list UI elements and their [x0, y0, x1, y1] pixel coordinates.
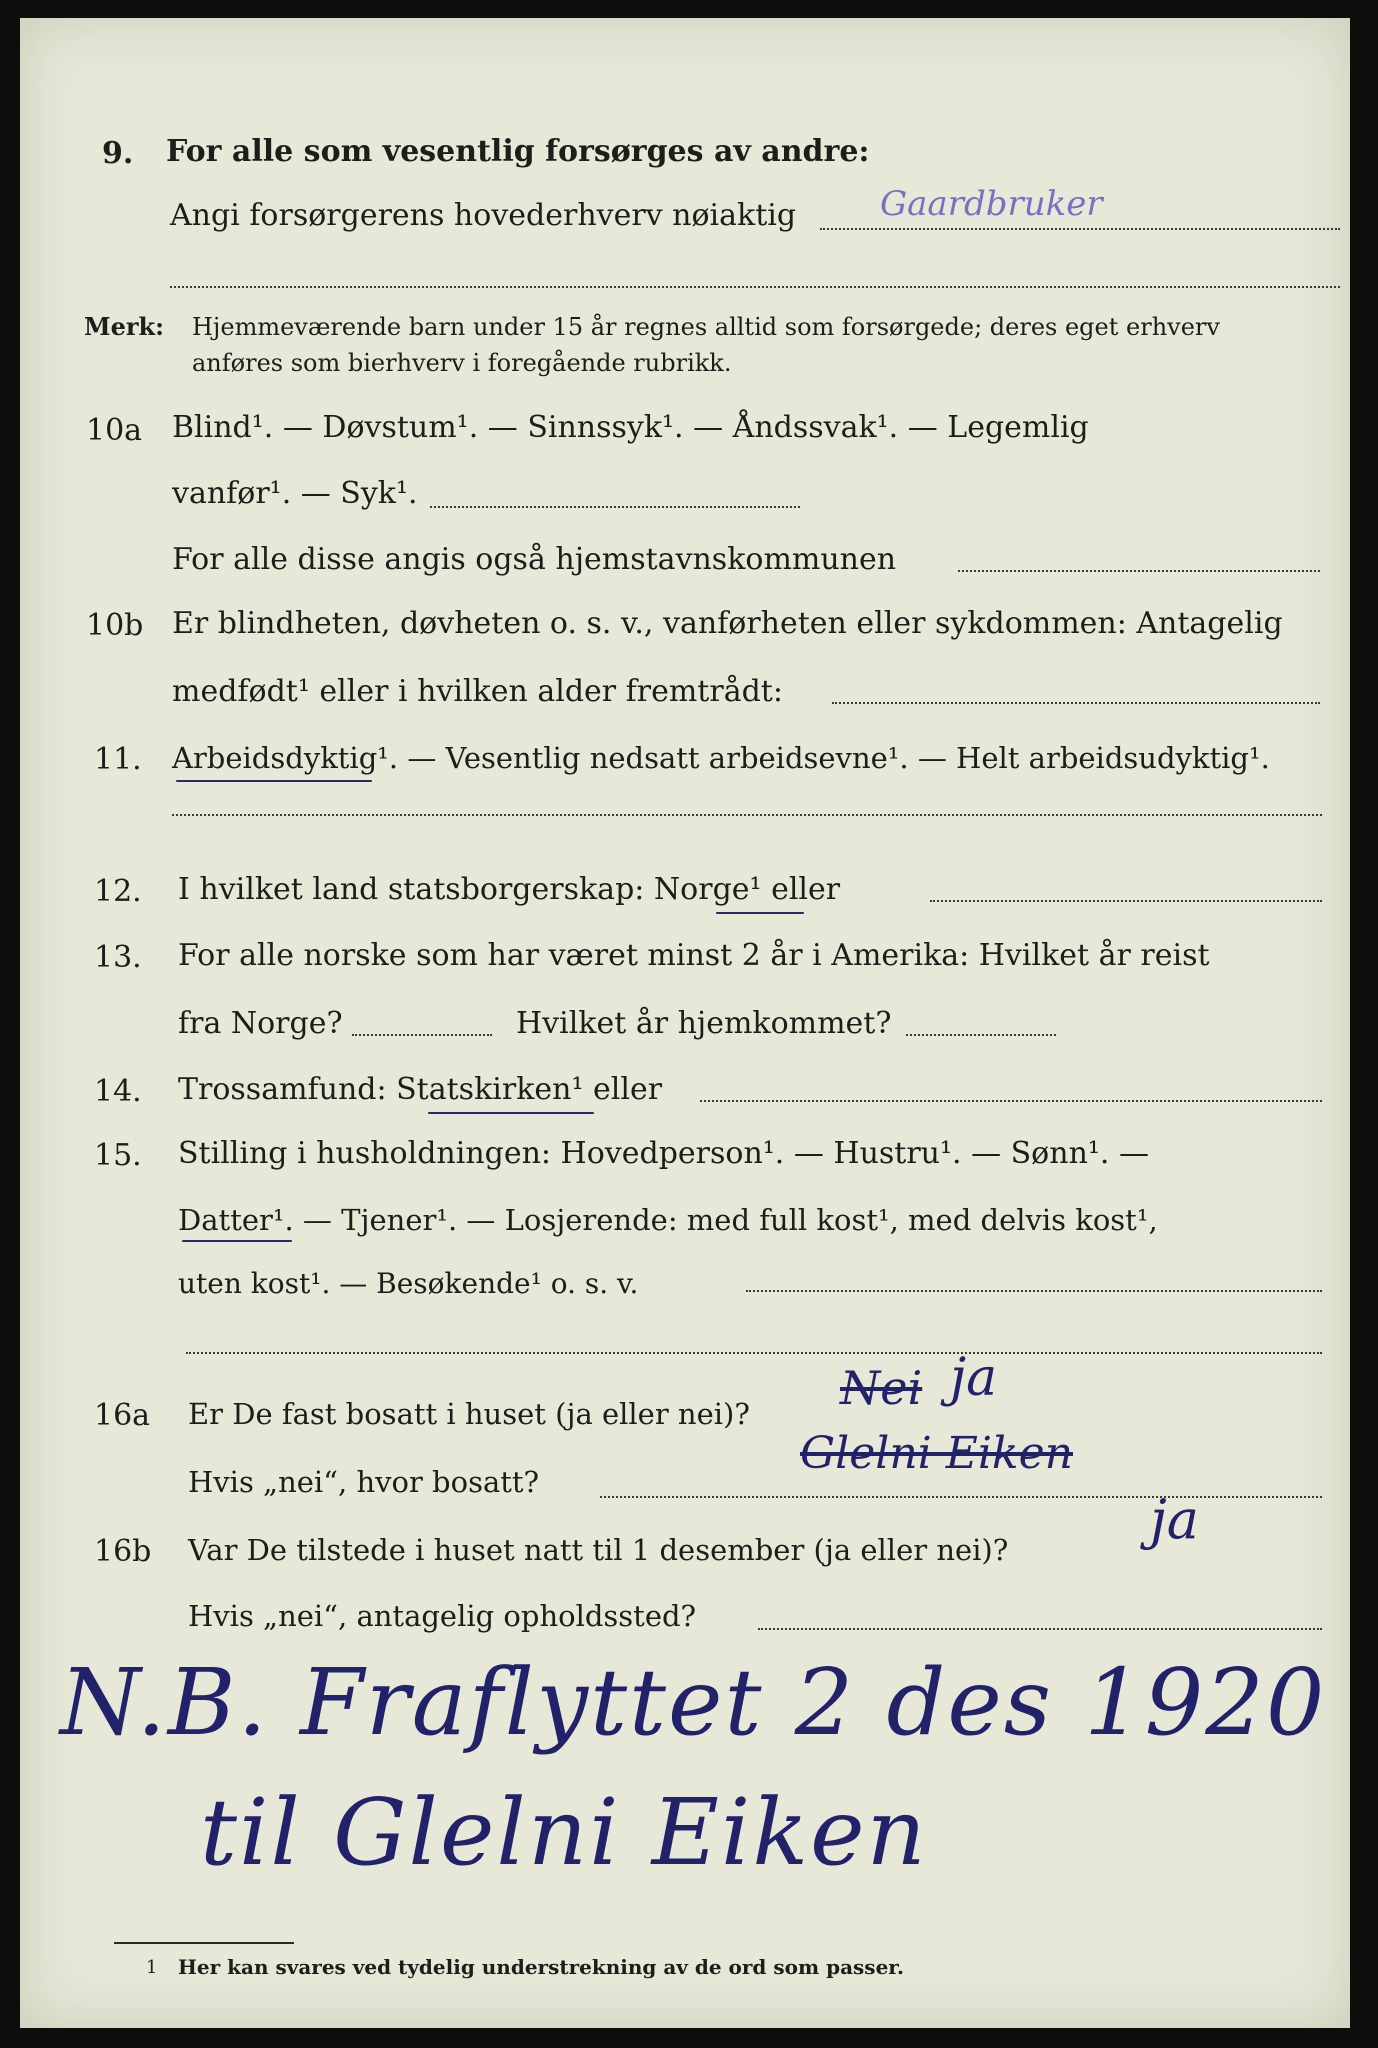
q15-extra-line-1 [746, 1290, 1322, 1292]
merk-line2: anføres som bierhverv i foregående rubrikk. [192, 349, 732, 377]
footnote-rule [114, 1942, 294, 1944]
q12-norge-underline [716, 912, 804, 914]
q11-extra-line [172, 814, 1322, 816]
q16b-opholdssted-line [758, 1628, 1322, 1630]
handwritten-note-line1: N.B. Fraflyttet 2 des 1920 [60, 1649, 1327, 1756]
q14-statskirken-underline [428, 1112, 594, 1114]
q10a-line2: vanfør¹. — Syk¹. [172, 476, 418, 511]
q16a-bosatt-answer-struck: Glelni Eiken [800, 1428, 1073, 1479]
q15-line1: Stilling i husholdningen: Hovedperson¹. — Hustru¹. — Sønn¹. — [178, 1136, 1149, 1171]
q15-line3: uten kost¹. — Besøkende¹ o. s. v. [178, 1267, 639, 1300]
q10b-line2: medfødt¹ eller i hvilken alder fremtrådt: [172, 674, 783, 709]
q9-subquestion: Angi forsørgerens hovederhverv nøiaktig [170, 198, 797, 233]
q14-line1: Trossamfund: Statskirken¹ eller [178, 1072, 663, 1107]
q13-hjemkommet-line [906, 1034, 1056, 1036]
q14-number: 14. [94, 1074, 142, 1109]
q15-datter-underline [182, 1240, 292, 1242]
q16a-line1: Er De fast bosatt i huset (ja eller nei)? [188, 1397, 750, 1431]
q13-line1: For alle norske som har været minst 2 år i Amerika: Hvilket år reist [178, 938, 1210, 973]
merk-label: Merk: [84, 312, 164, 341]
q10b-number: 10b [86, 608, 144, 643]
q16b-answer: ja [1150, 1488, 1199, 1551]
q9-question: For alle som vesentlig forsørges av andre: [166, 134, 870, 169]
q15-number: 15. [94, 1138, 142, 1173]
q15-line2: Datter¹. — Tjener¹. — Losjerende: med full kost¹, med delvis kost¹, [178, 1203, 1158, 1237]
footnote-mark: 1 [146, 1957, 158, 1978]
merk-line1: Hjemmeværende barn under 15 år regnes alltid som forsørgede; deres eget erhverv [192, 313, 1220, 341]
q16b-number: 16b [94, 1534, 152, 1569]
q10a-line3: For alle disse angis også hjemstavnskommunen [172, 542, 897, 577]
q9-answer-handwritten: Gaardbruker [880, 184, 1103, 224]
q9-number: 9. [102, 136, 134, 171]
q13-line2a: fra Norge? [178, 1006, 343, 1041]
q10b-line1: Er blindheten, døvheten o. s. v., vanførheten eller sykdommen: Antagelig [172, 606, 1283, 641]
q16a-bosatt-line [600, 1496, 1322, 1498]
q10a-number: 10a [86, 413, 143, 448]
q14-trossamfund-line [700, 1100, 1322, 1102]
q9-answer-line [820, 228, 1340, 230]
q11-arbeidsdyktig-underline [176, 780, 372, 782]
q12-line1: I hvilket land statsborgerskap: Norge¹ eller [178, 872, 841, 907]
q16b-line1: Var De tilstede i huset natt til 1 desember (ja eller nei)? [188, 1533, 1009, 1567]
q13-line2b: Hvilket år hjemkommet? [516, 1006, 892, 1041]
q16a-line2: Hvis „nei“, hvor bosatt? [188, 1465, 540, 1499]
q16a-answer: ja [950, 1348, 998, 1408]
q13-number: 13. [94, 940, 142, 975]
q16a-number: 16a [94, 1398, 151, 1433]
q16a-answer-struck: Nei [840, 1361, 923, 1415]
q10a-syk-line [430, 506, 800, 508]
q12-number: 12. [94, 874, 142, 909]
q11-line1: Arbeidsdyktig¹. — Vesentlig nedsatt arbeidsevne¹. — Helt arbeidsudyktig¹. [172, 741, 1270, 775]
footnote-text: Her kan svares ved tydelig understrekning av de ord som passer. [178, 1955, 904, 1979]
q10b-alder-line [832, 702, 1320, 704]
q12-country-line [930, 900, 1322, 902]
q9-extra-line [170, 286, 1340, 288]
q15-extra-line-2 [186, 1352, 1322, 1354]
census-form-page [20, 18, 1350, 2028]
q10a-line1: Blind¹. — Døvstum¹. — Sinnssyk¹. — Åndssvak¹. — Legemlig [172, 410, 1089, 445]
q10a-kommune-line [958, 570, 1320, 572]
q11-number: 11. [94, 742, 142, 777]
q13-reist-line [352, 1034, 492, 1036]
q16b-line2: Hvis „nei“, antagelig opholdssted? [188, 1599, 697, 1633]
handwritten-note-line2: til Glelni Eiken [200, 1779, 928, 1886]
